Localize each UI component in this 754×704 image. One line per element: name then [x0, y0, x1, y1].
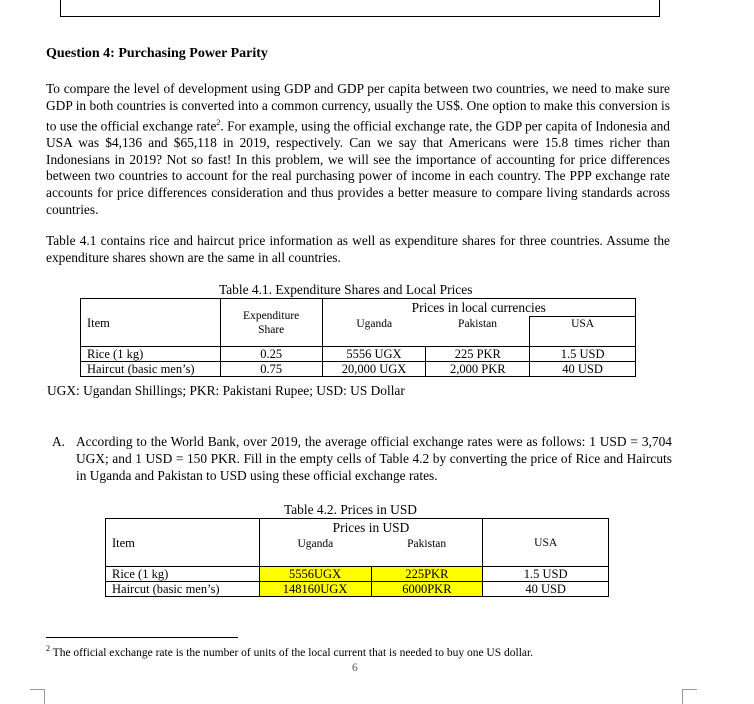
table41-cell: 20,000 UGX — [322, 362, 426, 377]
table-row — [106, 567, 609, 582]
table42-uganda-header: Uganda — [259, 537, 371, 567]
table-row — [81, 362, 636, 377]
previous-text-box — [60, 0, 660, 17]
table42-answer-cell[interactable]: 225PKR — [371, 567, 483, 582]
page-number: 6 — [352, 662, 358, 674]
item-a-text: According to the World Bank, over 2019, the average official exchange rates were as follows: 1 USD = 3,704 UGX; and 1 USD = 150 PKR. Fill in the empty cells of Table 4.2 by converting the price of Rice and Haircuts in Uganda and Pakistan to USD using these official exchange rates. — [76, 434, 672, 483]
table41-share-header: Expenditure Share — [220, 299, 322, 347]
table42-cell: Haircut (basic men’s) — [106, 582, 260, 597]
table41-note: UGX: Ugandan Shillings; PKR: Pakistani Rupee; USD: US Dollar — [47, 383, 405, 398]
table41-item-header: Item — [81, 299, 221, 347]
item-a-label: A. — [52, 434, 66, 449]
table42-answer-cell[interactable]: 148160UGX — [259, 582, 371, 597]
table42-answer-cell[interactable]: 5556UGX — [259, 567, 371, 582]
table42 — [105, 518, 609, 597]
table-row — [106, 582, 609, 597]
table41-cell: 5556 UGX — [322, 347, 426, 362]
intro-paragraph: To compare the level of development using GDP and GDP per capita between two countries, we need to make sure GDP in both countries is converted into a common currency, usually the US$. One option to make this conversion is to use the official exchange rate$^2$. For example, using the official exchange rate, the GDP per capita of Indonesia and USA was $4,136 and $65,118 in 2019, respectively. Can we say that Americans were 15.8 times richer than Indonesians in 2019? Not so fast! In this problem, we will see the importance of accounting for price differences between two countries to account for the real purchasing power of income in each country. The PPP exchange rate accounts for price differences consideration and thus provides a better measure to compare living standards across countries. — [46, 81, 671, 218]
table41-pakistan-header: Pakistan — [426, 317, 530, 347]
table-row — [81, 347, 636, 362]
footnote: $^2$ The official exchange rate is the number of units of the local current that is needed to buy one US dollar. — [46, 644, 534, 659]
table41-uganda-header: Uganda — [322, 317, 426, 347]
question-title: Question 4: Purchasing Power Parity — [46, 46, 268, 61]
question-item-a — [52, 433, 672, 484]
table42-answer-cell[interactable]: 6000PKR — [371, 582, 483, 597]
table41 — [80, 298, 636, 377]
table42-cell: 40 USD — [483, 582, 609, 597]
table41-usa-header: USA — [530, 317, 636, 347]
table42-item-header: Item — [106, 519, 260, 567]
table41-cell: Rice (1 kg) — [81, 347, 221, 362]
table41-caption: Table 4.1. Expenditure Shares and Local Prices — [219, 282, 473, 297]
table41-cell: 40 USD — [530, 362, 636, 377]
table42-pakistan-header: Pakistan — [371, 537, 483, 567]
table41-cell: 225 PKR — [426, 347, 530, 362]
table42-cell: Rice (1 kg) — [106, 567, 260, 582]
table42-prices-group-header: Prices in USD — [259, 519, 483, 537]
table41-cell: 2,000 PKR — [426, 362, 530, 377]
footnote-ref[interactable]: 2 — [216, 117, 221, 127]
table-intro-paragraph: Table 4.1 contains rice and haircut price information as well as expenditure shares for three countries. Assume the expenditure shares shown are the same in all countries. — [46, 233, 670, 265]
table41-cell: 1.5 USD — [530, 347, 636, 362]
footnote-separator — [46, 637, 238, 638]
table42-caption: Table 4.2. Prices in USD — [284, 502, 417, 517]
table41-cell: 0.25 — [220, 347, 322, 362]
table42-usa-header: USA — [483, 519, 609, 567]
table42-cell: 1.5 USD — [483, 567, 609, 582]
table41-cell: Haircut (basic men’s) — [81, 362, 221, 377]
table41-cell: 0.75 — [220, 362, 322, 377]
table41-prices-group-header: Prices in local currencies — [322, 299, 635, 317]
